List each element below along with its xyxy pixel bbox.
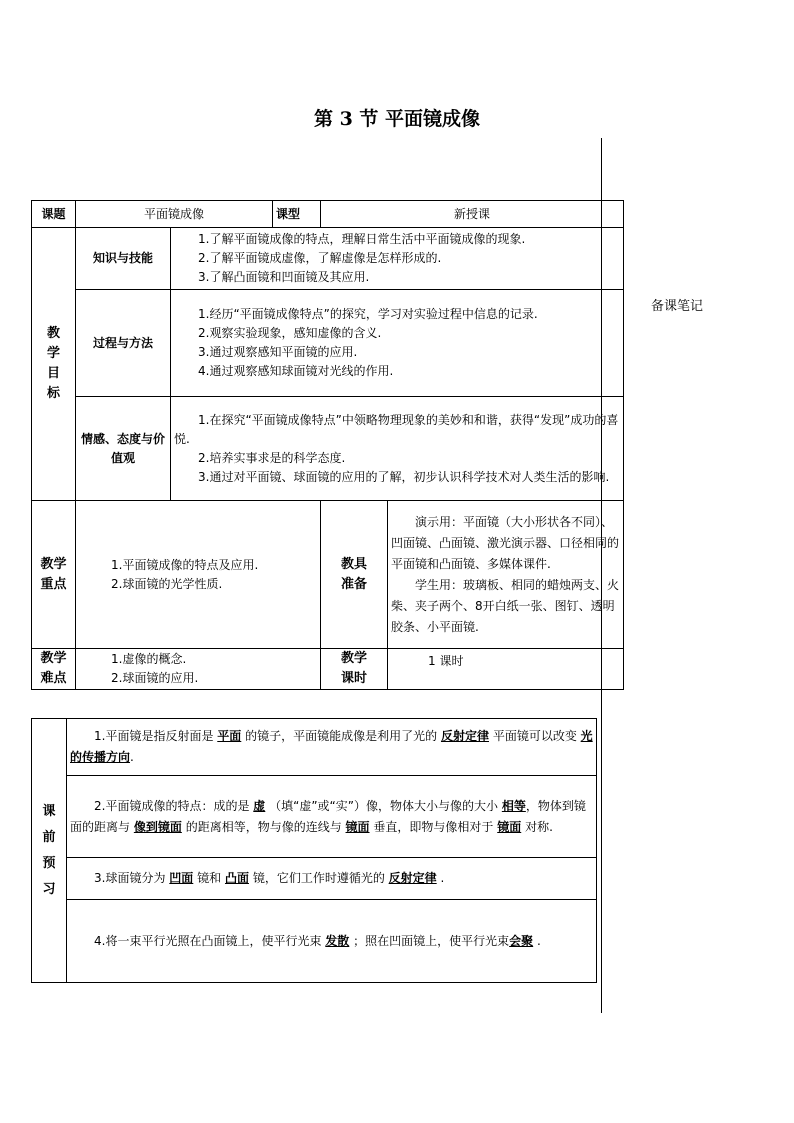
list-item: 4.通过观察感知球面镜对光线的作用. — [198, 364, 394, 378]
hours-label: 教学课时 — [321, 649, 388, 690]
group-label-process: 过程与方法 — [76, 290, 171, 397]
preview-table — [31, 718, 597, 983]
list-item: 1.平面镜成像的特点及应用. — [111, 557, 259, 572]
group-label-knowledge: 知识与技能 — [76, 228, 171, 290]
hours-value: 1 课时 — [388, 649, 624, 690]
preview-q1: 1.平面镜是指反射面是 平面 的镜子，平面镜能成像是利用了光的 反射定律 平面镜可以改变 光的传播方向. — [67, 719, 597, 776]
lesson-plan-table — [31, 200, 624, 690]
side-note: 备课笔记 — [651, 299, 704, 314]
materials-student: 学生用：玻璃板、相同的蜡烛两支、火柴、夹子两个、8开白纸一张、图钉、透明胶条、小平面镜. — [391, 577, 620, 634]
list-item: 1.虚像的概念. — [111, 652, 187, 666]
topic-label: 课题 — [32, 201, 76, 228]
difficulties-label: 教学难点 — [32, 649, 76, 690]
key-points-label: 教学重点 — [32, 501, 76, 649]
list-item: 2.观察实验现象，感知虚像的含义. — [198, 326, 382, 340]
objectives-label: 教学目标 — [32, 228, 76, 501]
preview-q4: 4.将一束平行光照在凸面镜上，使平行光束 发散 ；照在凹面镜上，使平行光束会聚 . — [67, 900, 597, 983]
list-item: 2.球面镜的光学性质. — [111, 576, 223, 591]
list-item: 2.培养实事求是的科学态度. — [198, 450, 346, 465]
type-value: 新授课 — [321, 201, 624, 228]
materials-demo: 演示用：平面镜（大小形状各不同）、凹面镜、凸面镜、激光演示器、口径相同的平面镜和凸面镜、多媒体课件. — [391, 514, 620, 571]
preview-q2: 2.平面镜成像的特点：成的是 虚 （填“虚”或“实”）像，物体大小与像的大小 相等，物体到镜面的距离与 像到镜面 的距离相等，物与像的连线与 镜面 垂直，即物与像相对于 镜面 对称. — [67, 776, 597, 858]
preview-label: 课前预习 — [32, 719, 67, 983]
group-items-knowledge — [171, 228, 624, 290]
topic-value: 平面镜成像 — [76, 201, 273, 228]
group-items-attitude — [171, 397, 624, 501]
list-item: 3.通过对平面镜、球面镜的应用的了解，初步认识科学技术对人类生活的影响. — [198, 469, 610, 484]
list-item: 3.了解凸面镜和凹面镜及其应用. — [198, 270, 370, 284]
type-label: 课型 — [273, 201, 321, 228]
materials-label: 教具准备 — [321, 501, 388, 649]
difficulties-items — [76, 649, 321, 690]
list-item: 1.经历“平面镜成像特点”的探究，学习对实验过程中信息的记录. — [198, 307, 538, 321]
key-points-items — [76, 501, 321, 649]
group-label-attitude: 情感、态度与价值观 — [76, 397, 171, 501]
preview-q3: 3.球面镜分为 凹面 镜和 凸面 镜，它们工作时遵循光的 反射定律 . — [67, 858, 597, 900]
list-item: 1.了解平面镜成像的特点，理解日常生活中平面镜成像的现象. — [198, 232, 526, 246]
list-item: 2.了解平面镜成虚像，了解虚像是怎样形成的. — [198, 251, 442, 265]
list-item: 3.通过观察感知平面镜的应用. — [198, 345, 358, 359]
list-item: 1.在探究“平面镜成像特点”中领略物理现象的美妙和和谐，获得“发现”成功的喜悦. — [174, 412, 619, 446]
page-title: 第 3 节 平面镜成像 — [313, 108, 481, 130]
materials-content — [388, 501, 624, 649]
list-item: 2.球面镜的应用. — [111, 671, 199, 685]
group-items-process — [171, 290, 624, 397]
